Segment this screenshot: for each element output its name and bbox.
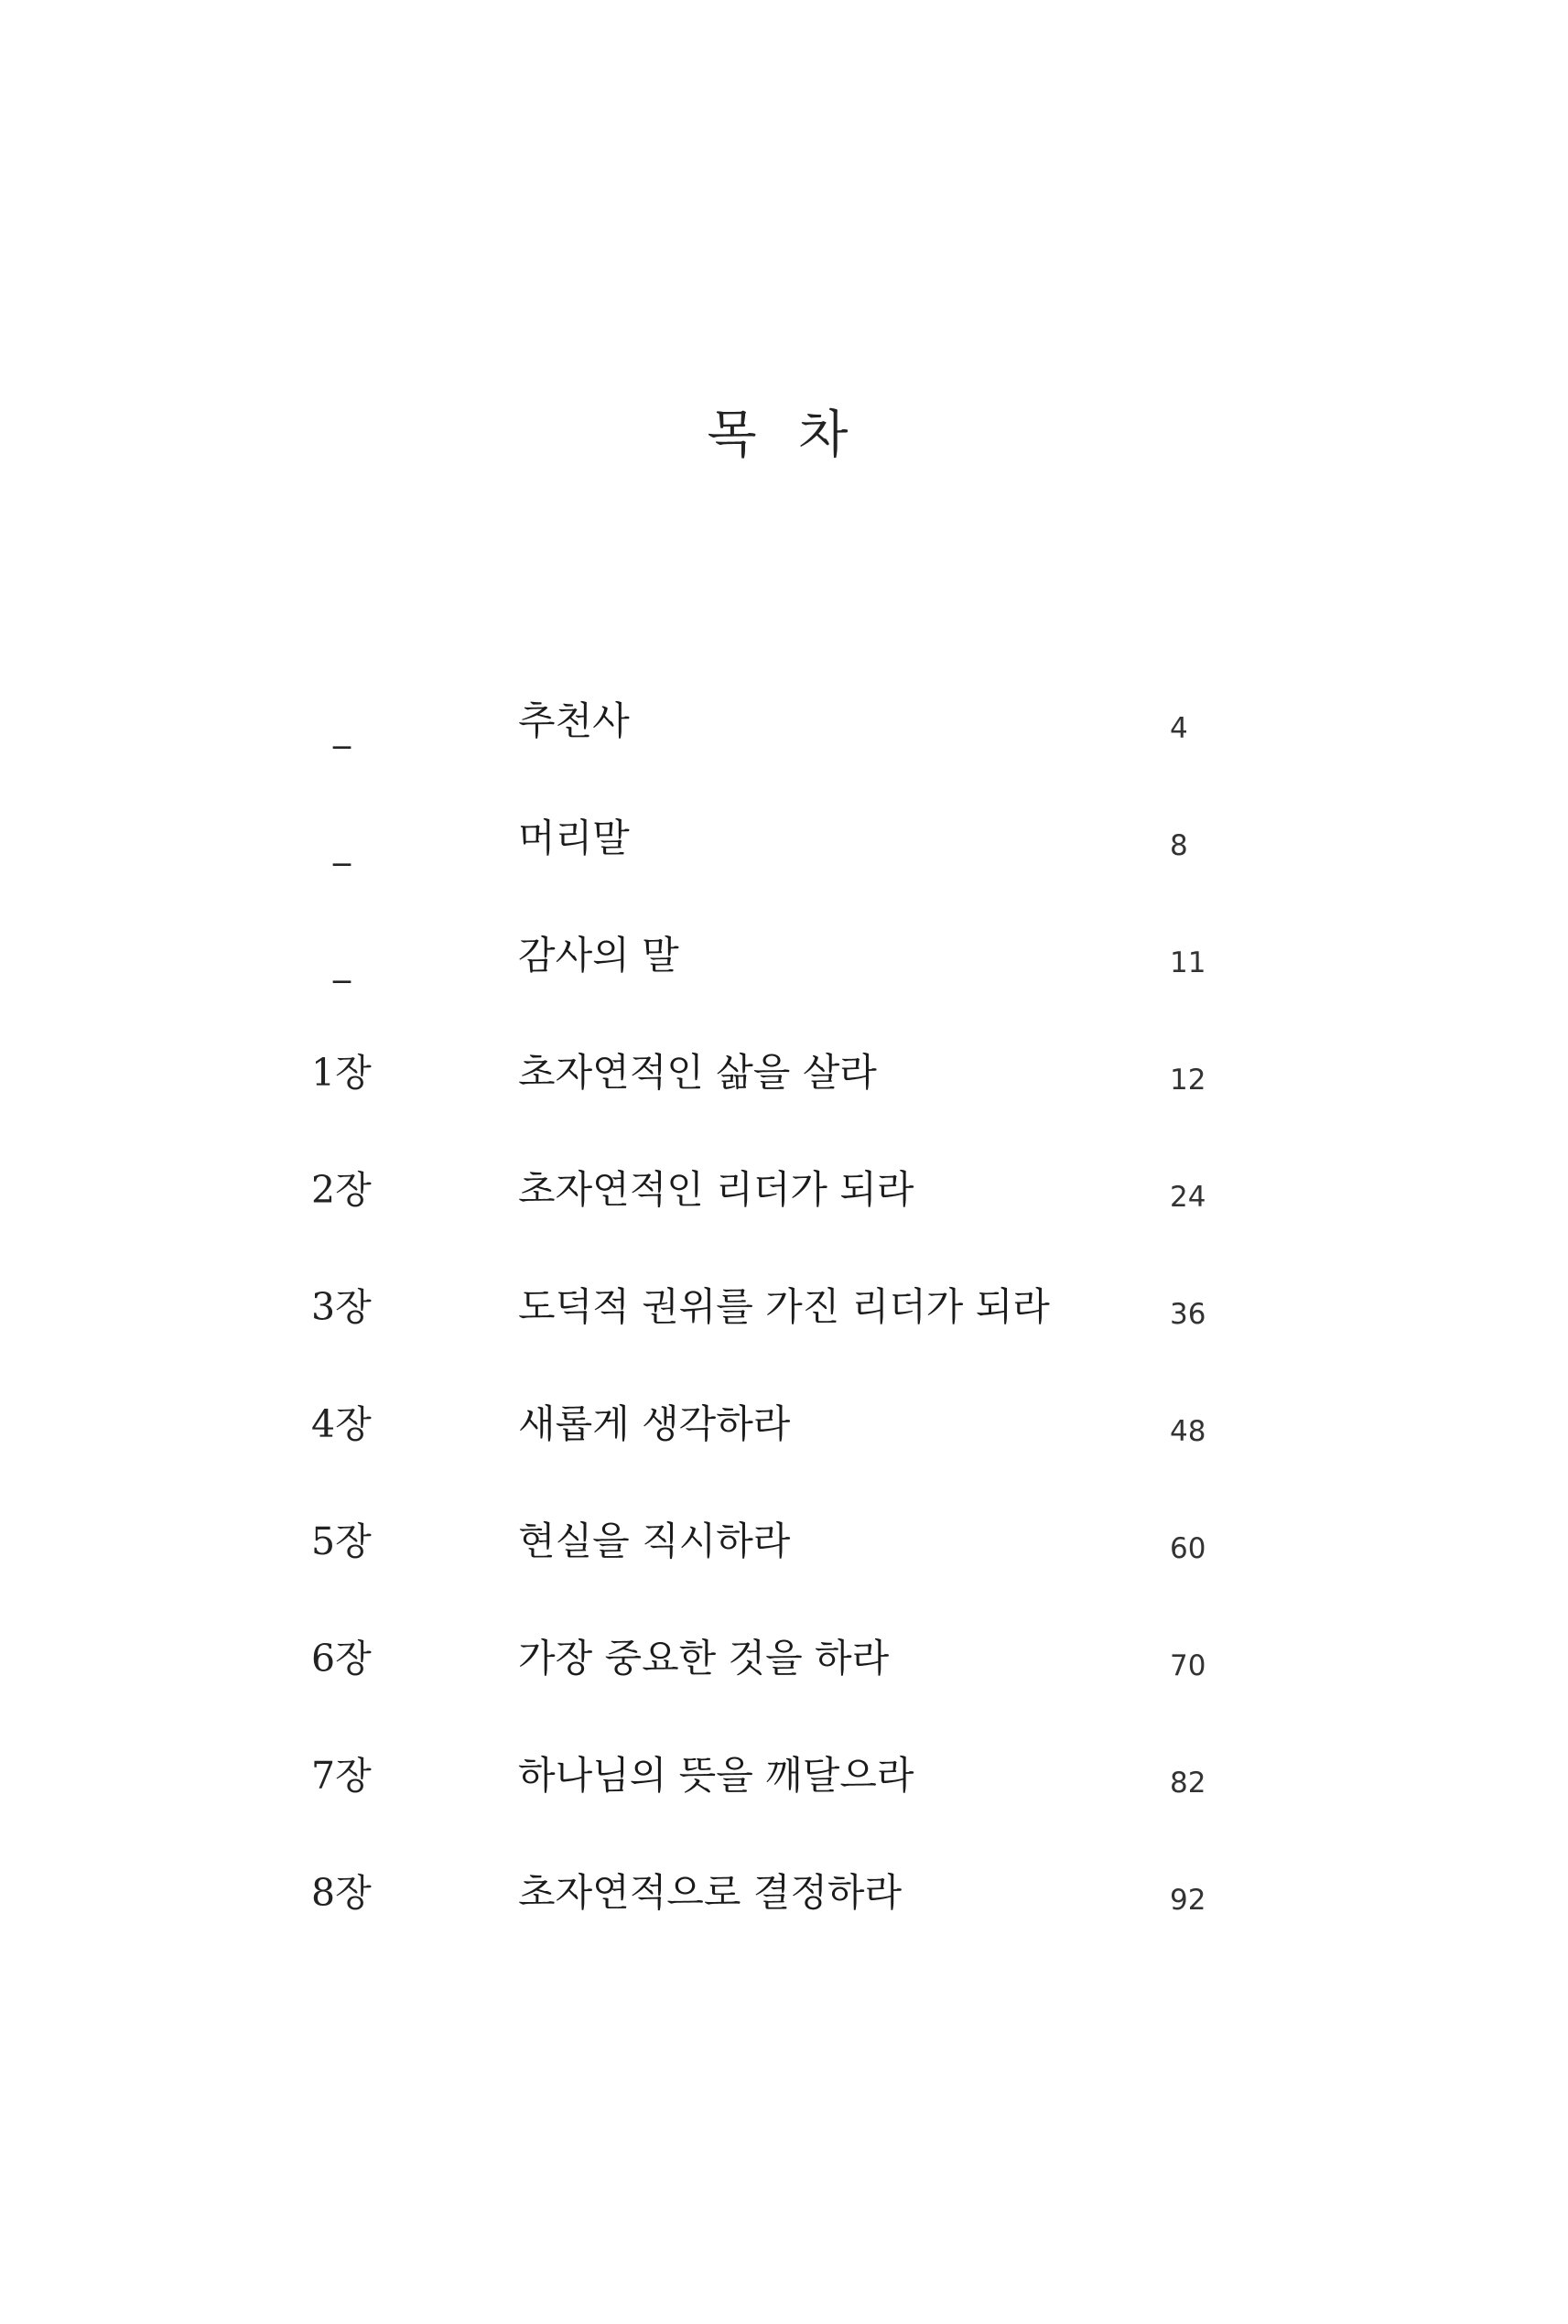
toc-page-number: 70 xyxy=(1170,1649,1206,1682)
toc-entry-title: 현실을 직시하라 xyxy=(518,1519,791,1563)
toc-entry-title: 초자연적인 리더가 되라 xyxy=(518,1167,914,1212)
toc-entry xyxy=(0,1281,1568,1399)
toc-chapter-number: _ xyxy=(333,826,351,866)
toc-page-number: 12 xyxy=(1170,1064,1206,1097)
toc-page-number: 24 xyxy=(1170,1181,1206,1214)
toc-entry-title: 하나님의 뜻을 깨달으라 xyxy=(518,1753,914,1798)
toc-entry xyxy=(0,1867,1568,1984)
toc-chapter-number: 7장 xyxy=(311,1754,372,1798)
toc-page-number: 82 xyxy=(1170,1767,1206,1800)
toc-chapter-number: _ xyxy=(333,943,351,983)
page-title: 목 차 xyxy=(707,405,861,465)
toc-entry-title: 머리말 xyxy=(518,816,630,860)
toc-entry xyxy=(0,696,1568,813)
toc-entry-title: 가장 중요한 것을 하라 xyxy=(518,1636,890,1681)
toc-entry-title: 추천사 xyxy=(518,698,630,743)
toc-chapter-number: 3장 xyxy=(311,1285,372,1329)
toc-chapter-number: 8장 xyxy=(311,1871,372,1915)
toc-page-number: 4 xyxy=(1170,712,1188,745)
toc-chapter-number: 2장 xyxy=(311,1168,372,1212)
toc-entry xyxy=(0,1516,1568,1633)
toc-page-number: 48 xyxy=(1170,1415,1206,1448)
toc-entry xyxy=(0,930,1568,1047)
toc-entry xyxy=(0,1633,1568,1750)
toc-page-number: 92 xyxy=(1170,1884,1206,1917)
toc-chapter-number: _ xyxy=(333,708,351,749)
toc-page-number: 11 xyxy=(1170,946,1206,979)
toc-entry xyxy=(0,1164,1568,1281)
toc-entry xyxy=(0,1750,1568,1867)
toc-entry-title: 초자연적인 삶을 살라 xyxy=(518,1050,877,1095)
table-of-contents xyxy=(0,696,1568,1984)
toc-entry-title: 새롭게 생각하라 xyxy=(518,1401,791,1446)
toc-entry xyxy=(0,1047,1568,1164)
toc-entry-title: 감사의 말 xyxy=(518,933,679,978)
toc-chapter-number: 4장 xyxy=(311,1402,372,1446)
toc-page-number: 60 xyxy=(1170,1532,1206,1565)
toc-entry xyxy=(0,1399,1568,1516)
toc-page-number: 36 xyxy=(1170,1298,1206,1331)
toc-chapter-number: 5장 xyxy=(311,1519,372,1563)
toc-entry-title: 초자연적으로 결정하라 xyxy=(518,1870,903,1915)
toc-page-number: 8 xyxy=(1170,829,1188,862)
toc-chapter-number: 1장 xyxy=(311,1051,372,1095)
toc-chapter-number: 6장 xyxy=(311,1637,372,1681)
toc-entry-title: 도덕적 권위를 가진 리더가 되라 xyxy=(518,1284,1050,1329)
toc-entry xyxy=(0,813,1568,930)
